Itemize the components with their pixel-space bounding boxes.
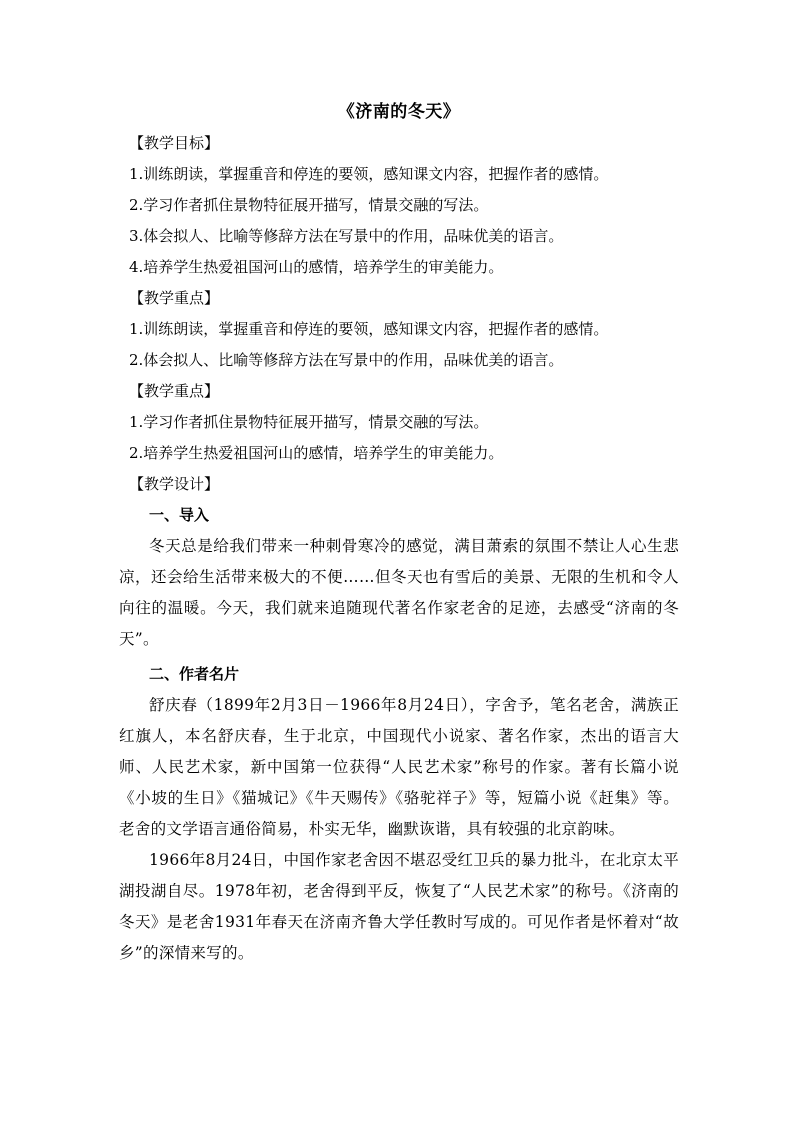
intro-heading: 一、导入 <box>149 506 210 524</box>
goals-heading: 【教学目标】 <box>129 134 220 152</box>
key-points-heading: 【教学重点】 <box>129 289 220 307</box>
goal-item: 1.训练朗读，掌握重音和停连的要领，感知课文内容，把握作者的感情。 <box>129 165 609 183</box>
key-point-item: 2.体会拟人、比喻等修辞方法在写景中的作用，品味优美的语言。 <box>129 351 564 369</box>
document-title: 《济南的冬天》 <box>337 102 461 122</box>
design-heading: 【教学设计】 <box>129 475 220 493</box>
goal-item: 4.培养学生热爱祖国河山的感情，培养学生的审美能力。 <box>129 258 504 276</box>
author-heading: 二、作者名片 <box>149 665 240 683</box>
author-paragraph-2: 1966年8月24日，中国作家老舍因不堪忍受红卫兵的暴力批斗，在北京太平湖投湖自尽。1978年初，老舍得到平反，恢复了“人民艺术家”的称号。《济南的冬天》是老舍1931年春天在济南齐鲁大学任教时写成的。可见作者是怀着对“故乡”的深情来写的。 <box>119 851 679 962</box>
document-page <box>119 96 679 969</box>
key-points-2-heading: 【教学重点】 <box>129 382 220 400</box>
key-point-item: 1.训练朗读，掌握重音和停连的要领，感知课文内容，把握作者的感情。 <box>129 320 609 338</box>
intro-paragraph: 冬天总是给我们带来一种刺骨寒冷的感觉，满目萧索的氛围不禁让人心生悲凉，还会给生活带来极大的不便……但冬天也有雪后的美景、无限的生机和令人向往的温暖。今天，我们就来追随现代著名作家老舍的足迹，去感受“济南的冬天”。 <box>119 537 679 648</box>
goal-item: 3.体会拟人、比喻等修辞方法在写景中的作用，品味优美的语言。 <box>129 227 564 245</box>
key-point-2-item: 1.学习作者抓住景物特征展开描写，情景交融的写法。 <box>129 413 489 431</box>
author-paragraph-1: 舒庆春（1899年2月3日－1966年8月24日），字舍予，笔名老舍，满族正红旗人，本名舒庆春，生于北京，中国现代小说家、著名作家，杰出的语言大师、人民艺术家，新中国第一位获得“人民艺术家”称号的作家。著有长篇小说《小坡的生日》《猫城记》《牛天赐传》《骆驼祥子》等，短篇小说《赶集》等。老舍的文学语言通俗简易，朴实无华，幽默诙谐，具有较强的北京韵味。 <box>119 696 679 838</box>
key-point-2-item: 2.培养学生热爱祖国河山的感情，培养学生的审美能力。 <box>129 444 504 462</box>
goal-item: 2.学习作者抓住景物特征展开描写，情景交融的写法。 <box>129 196 489 214</box>
